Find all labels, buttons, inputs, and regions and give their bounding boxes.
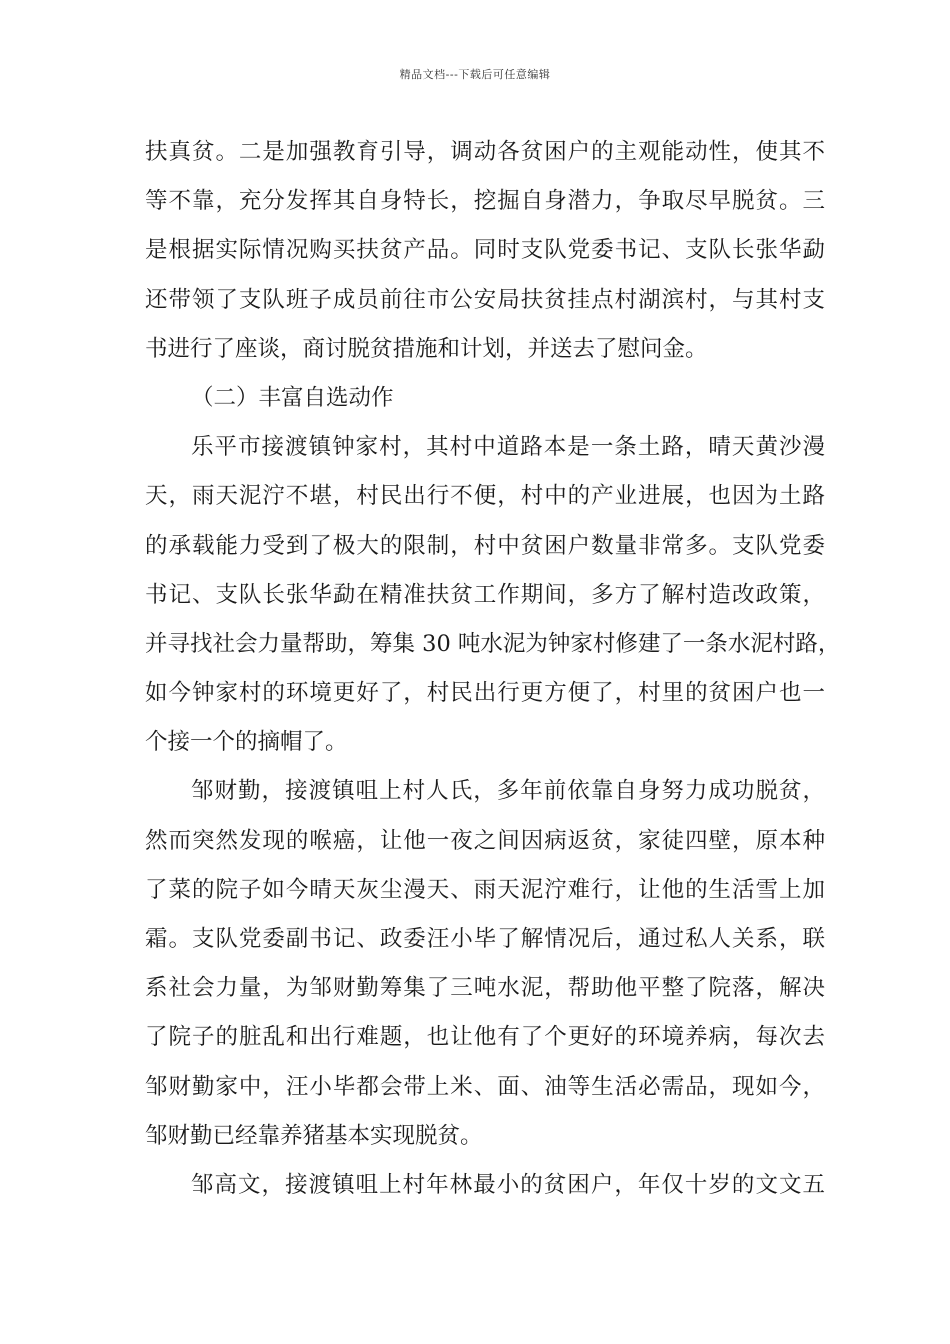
- text-line: 书进行了座谈，商讨脱贫措施和计划，并送去了慰问金。: [145, 335, 708, 362]
- text-line: 邹财勤，接渡镇咀上村人氏，多年前依靠自身努力成功脱贫，: [191, 778, 825, 805]
- text-line: 是根据实际情况购买扶贫产品。同时支队党委书记、支队长张华勐: [145, 237, 825, 264]
- text-line: 邹财勤已经靠养猪基本实现脱贫。: [145, 1122, 483, 1149]
- text-line: 邹高文，接渡镇咀上村年林最小的贫困户，年仅十岁的文文五: [191, 1171, 825, 1198]
- text-line: 了院子的脏乱和出行难题，也让他有了个更好的环境养病，每次去: [145, 1024, 825, 1051]
- text-line: 天，雨天泥泞不堪，村民出行不便，村中的产业进展，也因为土路: [145, 483, 825, 510]
- text-line: 乐平市接渡镇钟家村，其村中道路本是一条土路，晴天黄沙漫: [191, 434, 825, 461]
- text-line: 的承载能力受到了极大的限制，村中贫困户数量非常多。支队党委: [145, 532, 825, 559]
- page-header: 精品文档---下载后可任意编辑: [399, 68, 551, 81]
- text-line: 还带领了支队班子成员前往市公安局扶贫挂点村湖滨村，与其村支: [145, 286, 825, 313]
- text-line: 如今钟家村的环境更好了，村民出行更方便了，村里的贫困户也一: [145, 680, 825, 707]
- text-line: 了菜的院子如今晴天灰尘漫天、雨天泥泞难行，让他的生活雪上加: [145, 876, 825, 903]
- text-line: 霜。支队党委副书记、政委汪小毕了解情况后，通过私人关系，联: [145, 926, 825, 952]
- text-line: 个接一个的摘帽了。: [145, 729, 348, 756]
- text-line: 并寻找社会力量帮助，筹集 30 吨水泥为钟家村修建了一条水泥村路，: [145, 630, 841, 657]
- text-line: 系社会力量，为邹财勤筹集了三吨水泥，帮助他平整了院落，解决: [145, 975, 825, 1002]
- section-heading: （二）丰富自选动作: [191, 384, 394, 411]
- text-line: 邹财勤家中，汪小毕都会带上米、面、油等生活必需品，现如今，: [145, 1073, 825, 1100]
- text-line: 书记、支队长张华勐在精准扶贫工作期间，多方了解村造改政策，: [145, 581, 825, 608]
- text-line: 扶真贫。二是加强教育引导，调动各贫困户的主观能动性，使其不: [145, 139, 825, 165]
- text-line: 然而突然发现的喉癌，让他一夜之间因病返贫，家徒四壁，原本种: [145, 827, 825, 854]
- document-body: [145, 128, 841, 1210]
- text-line: 等不靠，充分发挥其自身特长，挖掘自身潜力，争取尽早脱贫。三: [145, 188, 825, 215]
